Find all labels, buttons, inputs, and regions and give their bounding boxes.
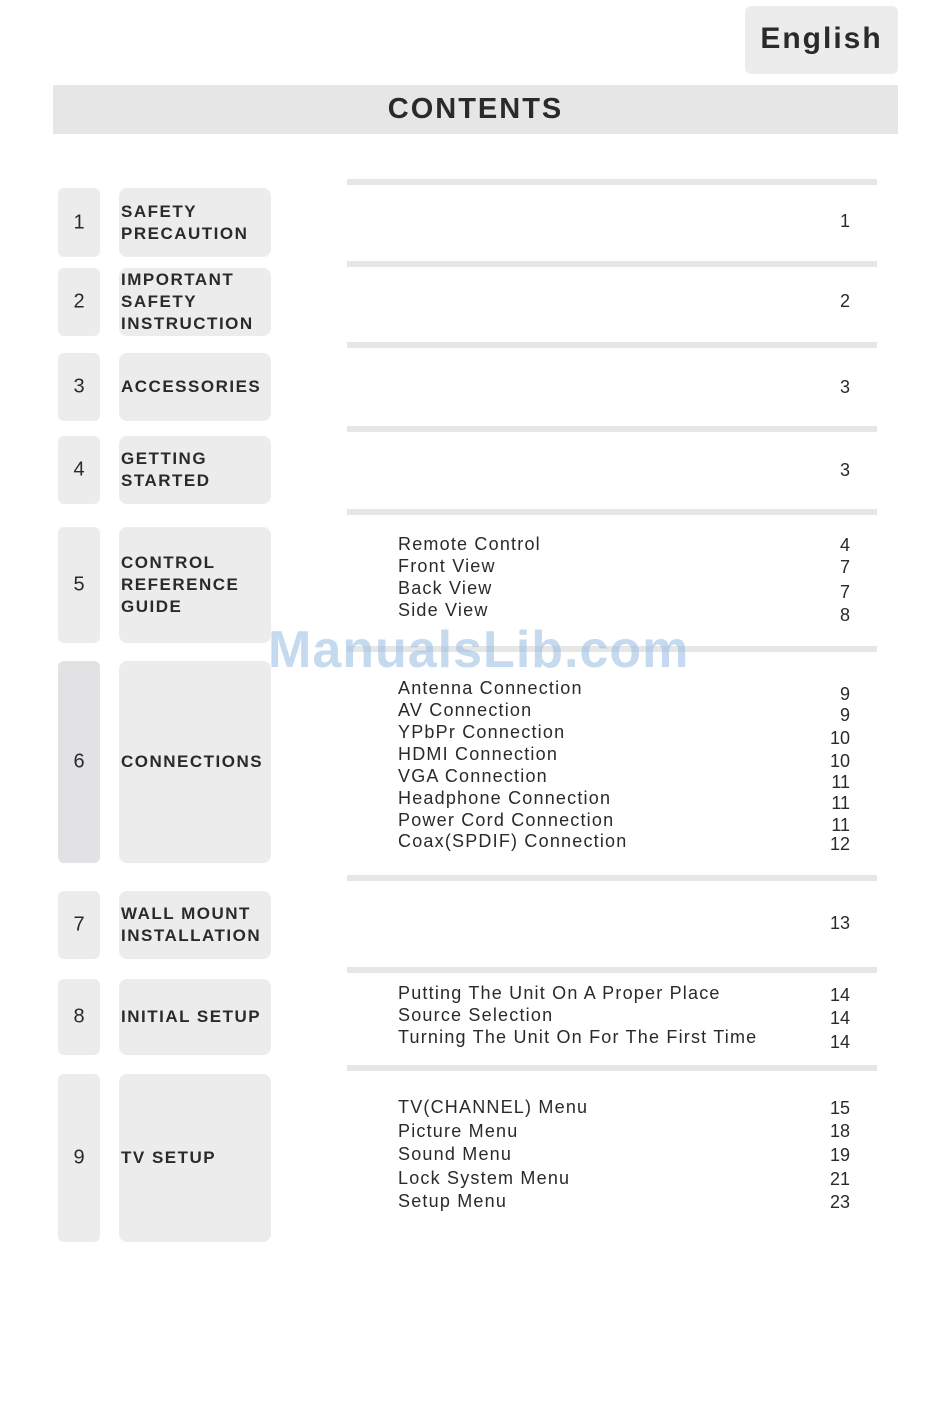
toc-entry-page-number: 10 (829, 751, 850, 771)
toc-entry-page-number: 11 (831, 793, 850, 813)
toc-entry[interactable]: TV(CHANNEL) Menu (398, 1097, 589, 1117)
section-title-box[interactable] (119, 527, 271, 643)
section-title: WALL MOUNT INSTALLATION (121, 904, 262, 945)
section-title-box[interactable] (119, 661, 271, 863)
section-title: CONNECTIONS (121, 752, 264, 771)
section-number: 1 (73, 211, 85, 233)
section-number-box (58, 353, 100, 421)
section-number-box (58, 661, 100, 863)
section-number-box (58, 527, 100, 643)
toc-entry[interactable]: VGA Connection (398, 766, 548, 786)
toc-entry[interactable]: Power Cord Connection (398, 810, 615, 830)
toc-entry-page-number: 14 (829, 1032, 850, 1052)
section-number: 7 (73, 913, 85, 936)
section-number: 3 (73, 375, 85, 398)
section-number-box (58, 1074, 100, 1242)
section-page-number: 3 (839, 377, 850, 397)
toc-entry[interactable]: Turning The Unit On For The First Time (398, 1027, 758, 1047)
section-page-number: 13 (829, 913, 850, 933)
section-title-box[interactable] (119, 353, 271, 421)
section-title-box[interactable] (119, 979, 271, 1055)
section-number: 5 (73, 573, 85, 596)
toc-entry[interactable]: Lock System Menu (398, 1168, 571, 1188)
section-title: ACCESSORIES (121, 377, 262, 396)
toc-entry-page-number: 21 (829, 1169, 850, 1189)
section-number: 2 (73, 290, 85, 313)
toc-entry[interactable]: Source Selection (398, 1005, 554, 1025)
toc-entry[interactable]: Remote Control (398, 534, 541, 554)
toc-entry[interactable]: Picture Menu (398, 1121, 519, 1141)
section-number-box (58, 188, 100, 257)
toc-entry-page-number: 14 (829, 985, 850, 1005)
toc-entry-page-number: 7 (839, 582, 850, 602)
toc-entry[interactable]: Sound Menu (398, 1144, 513, 1164)
section-title-box[interactable] (119, 1074, 271, 1242)
language-label: English (760, 22, 883, 55)
section-title-box[interactable] (119, 188, 271, 257)
toc-entry-page-number: 10 (829, 728, 850, 748)
toc-entry-page-number: 14 (829, 1008, 850, 1028)
section-divider (347, 426, 877, 432)
section-number-box (58, 268, 100, 336)
section-title: SAFETY PRECAUTION (121, 201, 249, 243)
section-number-box (58, 891, 100, 959)
toc-entry-page-number: 18 (829, 1121, 850, 1141)
section-divider (347, 342, 877, 348)
section-divider (347, 179, 877, 185)
section-divider (347, 509, 877, 515)
toc-entry[interactable]: Coax(SPDIF) Connection (398, 831, 628, 851)
section-divider (347, 1065, 877, 1071)
toc-entry-page-number: 9 (839, 684, 850, 704)
toc-entry[interactable]: Antenna Connection (398, 678, 583, 698)
toc-entry[interactable]: AV Connection (398, 700, 533, 720)
toc-entry-page-number: 11 (831, 772, 850, 792)
toc-entry-page-number: 12 (829, 834, 850, 854)
section-divider (347, 875, 877, 881)
toc-entry-page-number: 7 (839, 557, 850, 577)
toc-entry[interactable]: YPbPr Connection (398, 722, 566, 742)
section-divider (347, 967, 877, 973)
section-number: 6 (73, 750, 85, 773)
section-title: GETTING STARTED (121, 449, 211, 490)
contents-header (53, 85, 898, 134)
section-title: IMPORTANT SAFETY INSTRUCTION (121, 270, 254, 333)
toc-entry[interactable]: HDMI Connection (398, 744, 559, 764)
toc-entry[interactable]: Putting The Unit On A Proper Place (398, 983, 721, 1003)
toc-entry[interactable]: Back View (398, 578, 493, 598)
section-title: TV SETUP (121, 1148, 217, 1167)
section-page-number: 2 (839, 291, 850, 311)
watermark: ManualsLib.com (268, 621, 690, 679)
toc-entry[interactable]: Headphone Connection (398, 788, 612, 808)
toc-entry-page-number: 19 (829, 1145, 850, 1165)
section-title-box[interactable] (119, 891, 271, 959)
section-title-box[interactable] (119, 436, 271, 504)
toc-entry[interactable]: Side View (398, 600, 489, 620)
section-title: INITIAL SETUP (121, 1007, 262, 1026)
section-title-box[interactable] (119, 268, 271, 336)
toc-entry-page-number: 15 (829, 1098, 850, 1118)
section-page-number: 3 (839, 460, 850, 480)
language-tab (745, 6, 898, 74)
section-page-number: 1 (839, 211, 850, 231)
section-number: 9 (73, 1146, 85, 1169)
section-number-box (58, 979, 100, 1055)
section-number-box (58, 436, 100, 504)
section-number: 4 (73, 458, 85, 481)
section-number: 8 (73, 1005, 85, 1028)
section-divider (347, 261, 877, 267)
toc-entry-page-number: 11 (831, 815, 850, 835)
toc-entry-page-number: 4 (839, 535, 850, 555)
toc-entry-page-number: 8 (839, 605, 850, 625)
toc-entry[interactable]: Setup Menu (398, 1191, 508, 1211)
section-title: CONTROL REFERENCE GUIDE (121, 553, 240, 616)
toc-entry-page-number: 9 (839, 705, 850, 725)
page-title: CONTENTS (387, 93, 564, 125)
toc-entry[interactable]: Front View (398, 556, 496, 576)
toc-entry-page-number: 23 (829, 1192, 850, 1212)
